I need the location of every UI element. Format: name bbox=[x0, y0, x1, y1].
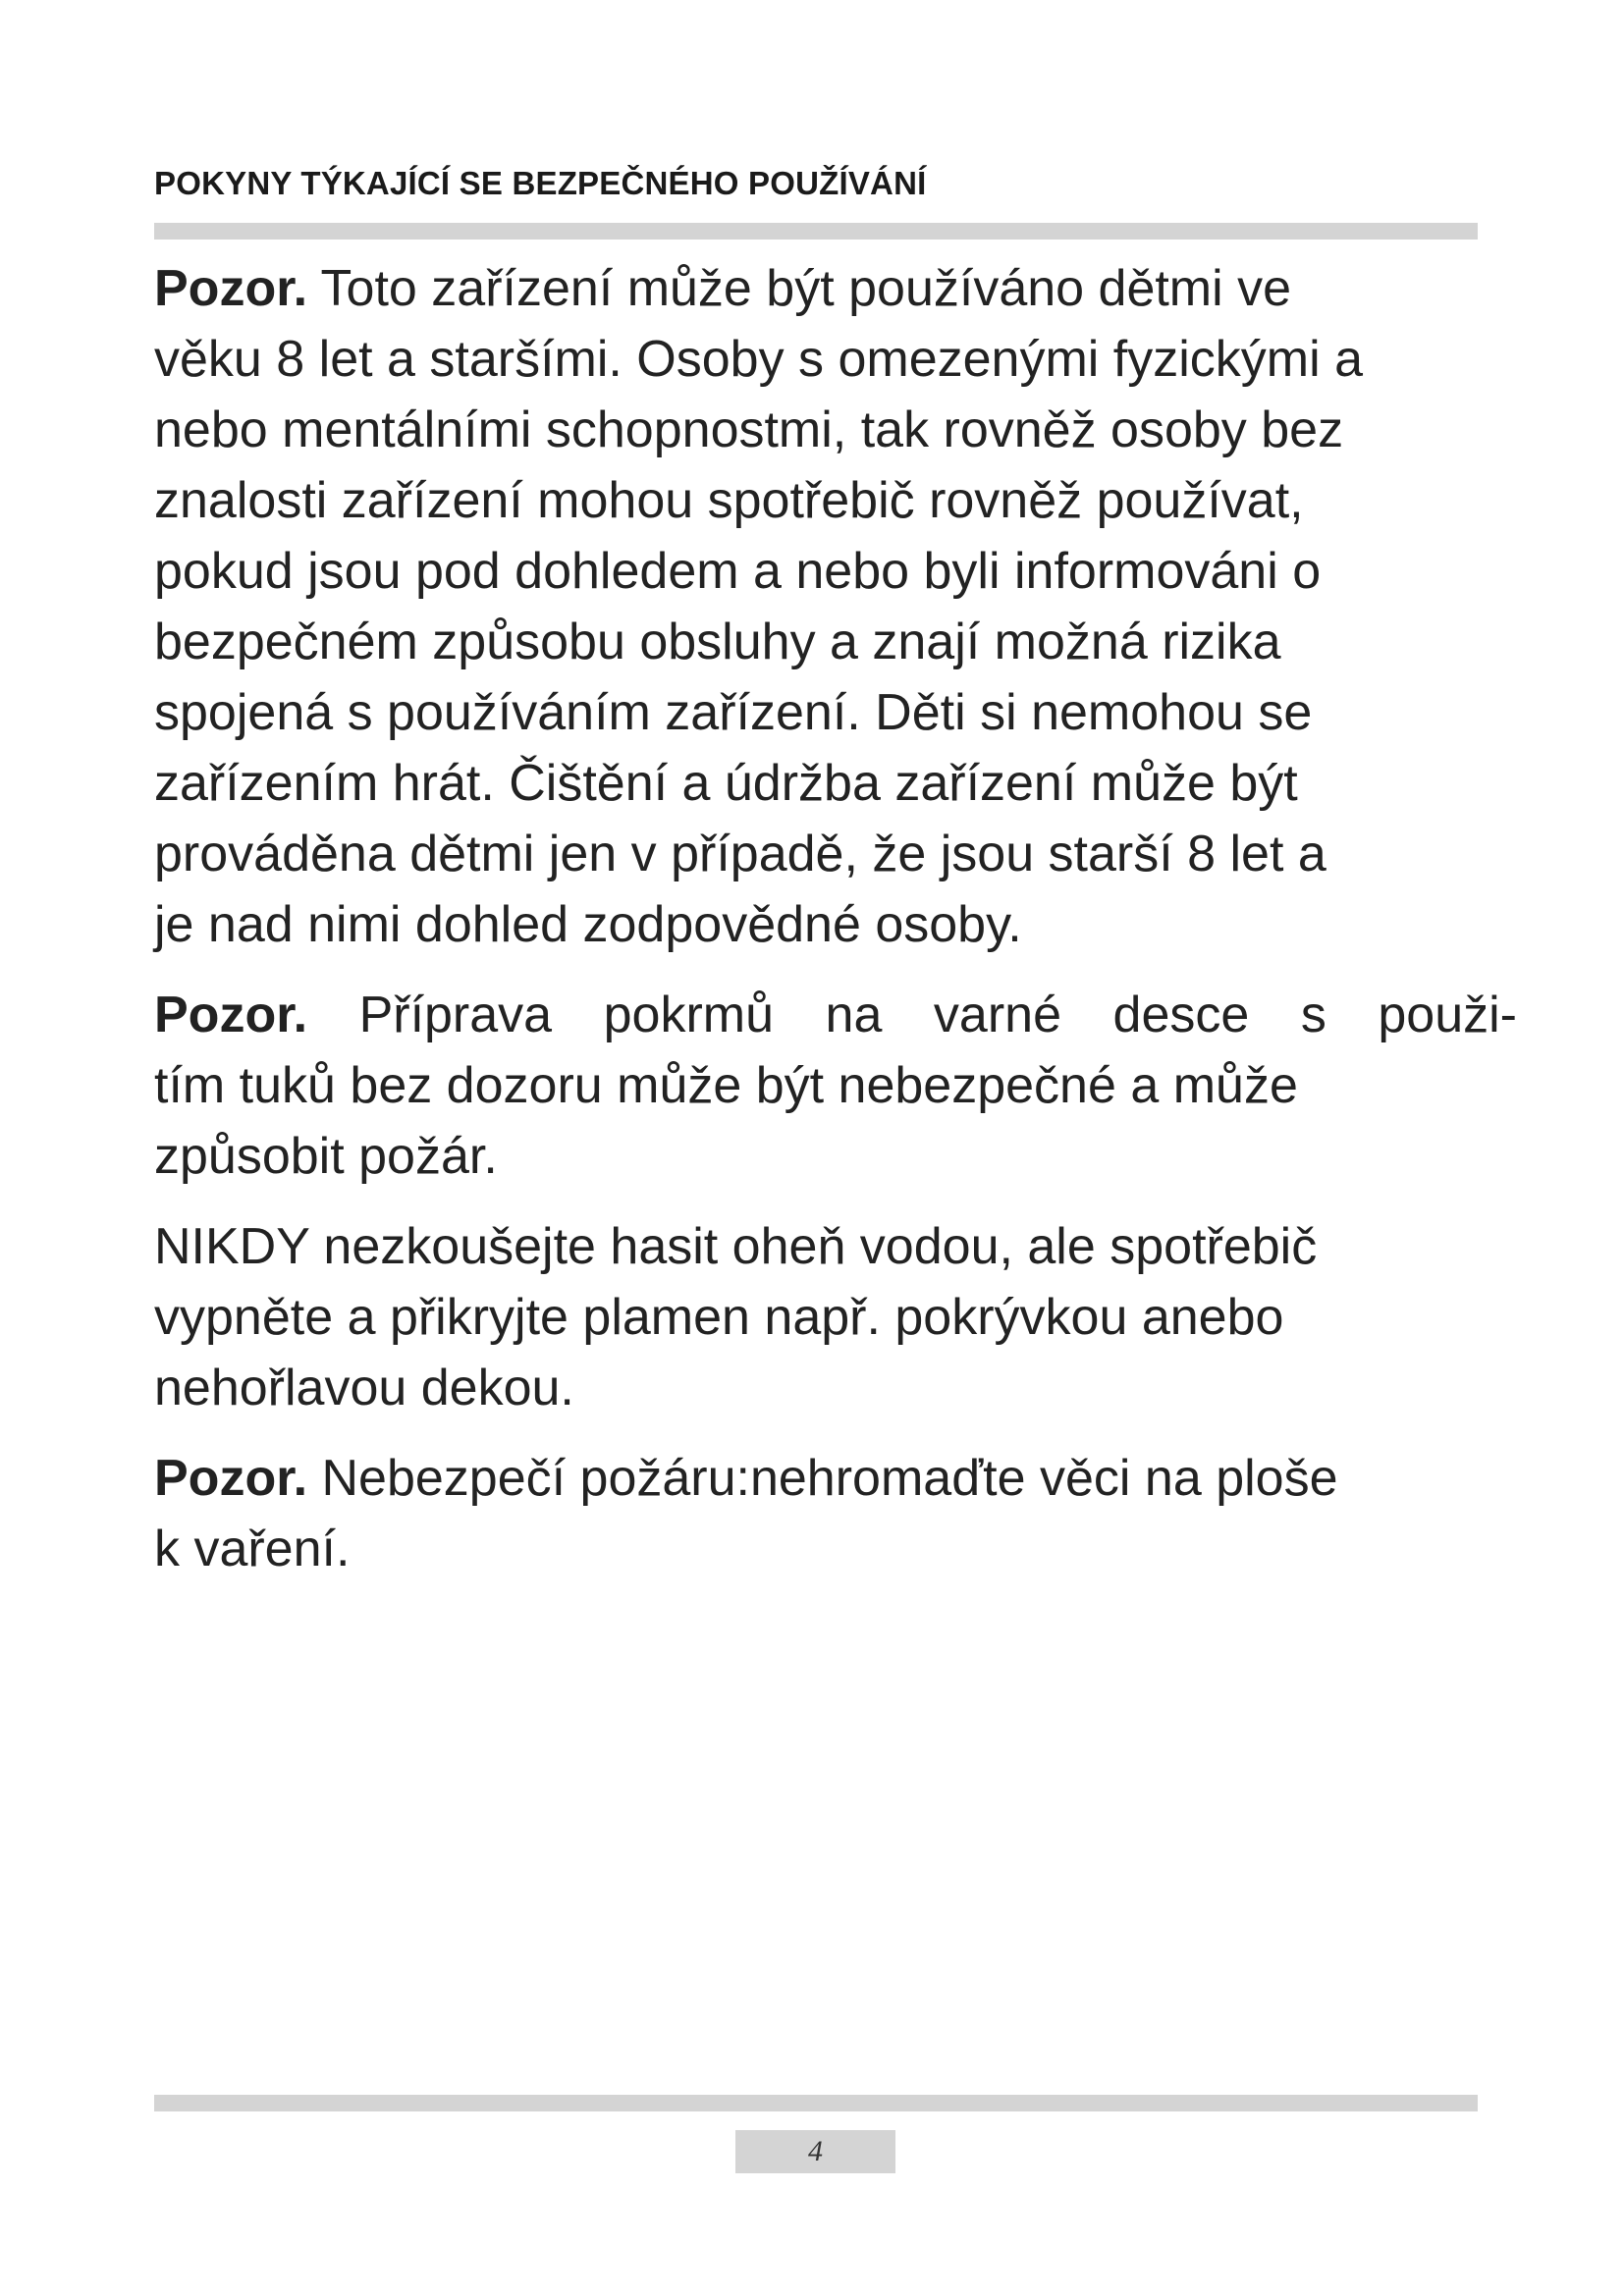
paragraph-line: znalosti zařízení mohou spotřebič rovněž používat, bbox=[154, 472, 1304, 529]
warning-paragraph-cooking-fat bbox=[154, 980, 1529, 1192]
paragraph-text: Nebezpečí požáru:nehromaďte věci na ploše bbox=[307, 1450, 1338, 1507]
paragraph-line: zařízením hrát. Čištění a údržba zařízení může být bbox=[154, 755, 1298, 812]
paragraph-line: tím tuků bez dozoru může být nebezpečné a může bbox=[154, 1057, 1298, 1114]
page-heading: POKYNY TÝKAJÍCÍ SE BEZPEČNÉHO POUŽÍVÁNÍ bbox=[154, 165, 927, 201]
paragraph-line: k vaření. bbox=[154, 1521, 351, 1577]
paragraph-line: je nad nimi dohled zodpovědné osoby. bbox=[154, 896, 1022, 953]
warning-label: Pozor. bbox=[154, 1450, 308, 1507]
paragraph-line: nehořlavou dekou. bbox=[154, 1360, 574, 1416]
paragraph-line: nebo mentálními schopnostmi, tak rovněž osoby bez bbox=[154, 401, 1344, 458]
warning-label: Pozor. bbox=[154, 987, 308, 1043]
paragraph-text: Příprava pokrmů na varné desce s použi- bbox=[307, 987, 1517, 1043]
paragraph-line: prováděna dětmi jen v případě, že jsou starší 8 let a bbox=[154, 826, 1326, 882]
document-body bbox=[154, 253, 1529, 1604]
paragraph-line: vypněte a přikryjte plamen např. pokrývkou anebo bbox=[154, 1289, 1284, 1346]
paragraph-text: Toto zařízení může být používáno dětmi ve bbox=[307, 260, 1292, 317]
top-divider bbox=[154, 223, 1478, 240]
fire-extinguish-paragraph bbox=[154, 1211, 1529, 1423]
warning-paragraph-fire-hazard bbox=[154, 1443, 1529, 1584]
paragraph-line: pokud jsou pod dohledem a nebo byli informováni o bbox=[154, 543, 1322, 600]
paragraph-line bbox=[154, 980, 1517, 1050]
bottom-divider bbox=[154, 2095, 1478, 2111]
paragraph-line: NIKDY nezkoušejte hasit oheň vodou, ale spotřebič bbox=[154, 1218, 1318, 1275]
paragraph-line: bezpečném způsobu obsluhy a znají možná rizika bbox=[154, 614, 1281, 670]
paragraph-line bbox=[154, 253, 1529, 324]
paragraph-line: věku 8 let a staršími. Osoby s omezenými fyzickými a bbox=[154, 331, 1364, 388]
paragraph-line bbox=[154, 1443, 1529, 1514]
page-number: 4 bbox=[735, 2130, 895, 2173]
paragraph-line: spojená s používáním zařízení. Děti si nemohou se bbox=[154, 684, 1313, 741]
warning-paragraph-children bbox=[154, 253, 1529, 960]
warning-label: Pozor. bbox=[154, 260, 308, 317]
paragraph-line: způsobit požár. bbox=[154, 1128, 498, 1185]
